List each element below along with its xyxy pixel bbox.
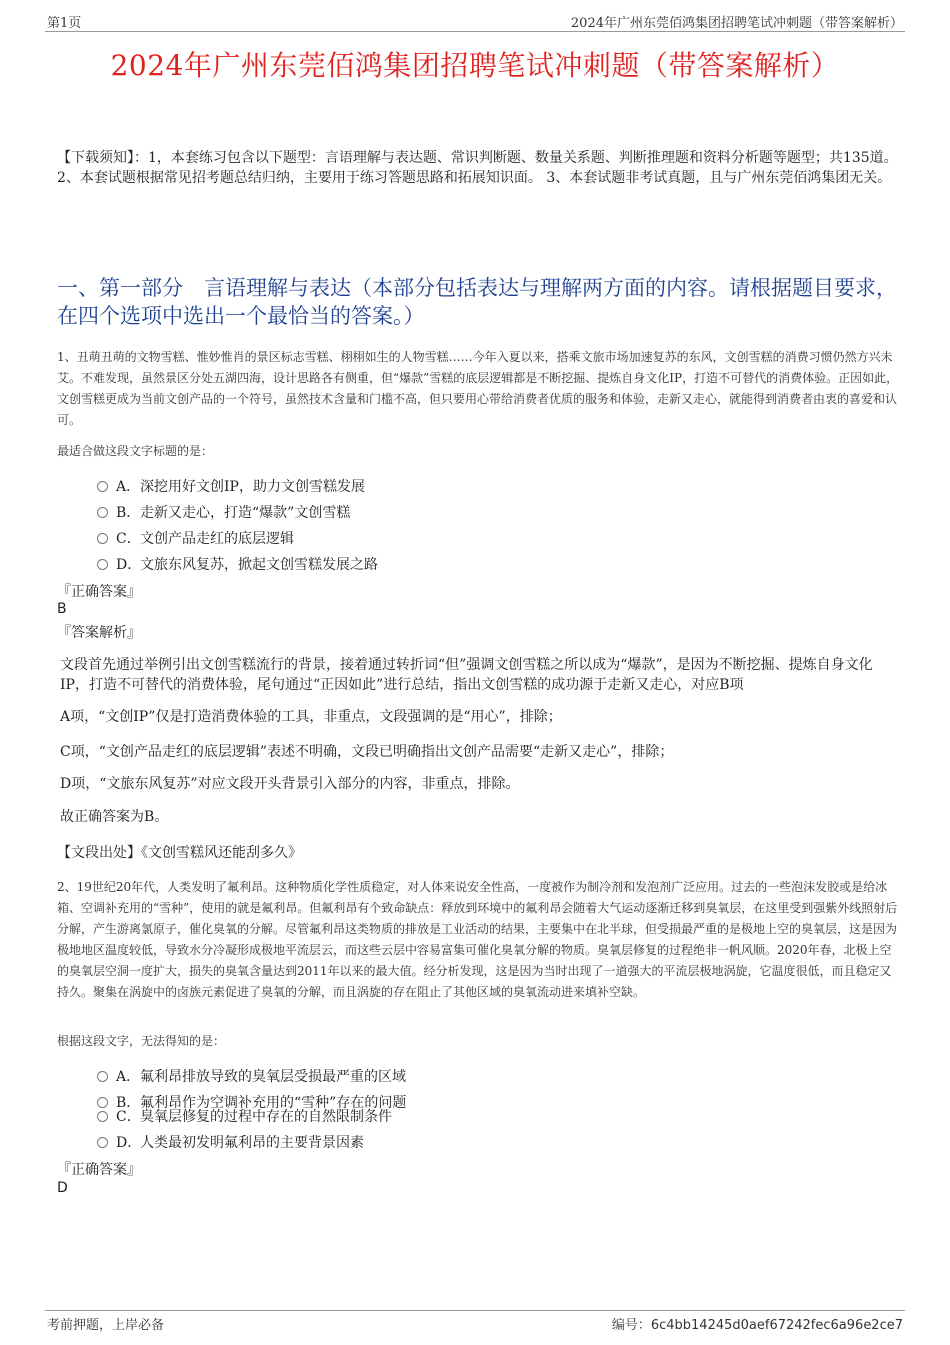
- question-1-option-a[interactable]: [97, 476, 365, 496]
- option-letter: C．: [116, 531, 141, 547]
- question-1-source: 【文段出处】《文创雪糕风还能刮多久》: [57, 845, 302, 861]
- radio-icon[interactable]: [97, 533, 108, 544]
- analysis-paragraph: 文段首先通过举例引出文创雪糕流行的背景，接着通过转折词“但”强调文创雪糕之所以成为“爆款”，是因为不断挖掘、提炼自身文化IP，打造不可替代的消费体验，尾句通过“正因如此”进行总结，指出文创雪糕的成功源于走新又走心，对应B项: [60, 657, 873, 693]
- footer-slogan: 考前押题，上岸必备: [47, 1318, 165, 1333]
- analysis-paragraph: D项，“文旅东风复苏”对应文段开头背景引入部分的内容，非重点，排除。: [60, 776, 520, 792]
- option-text: 深挖用好文创IP，助力文创雪糕发展: [140, 479, 365, 495]
- question-1-passage: 1、丑萌丑萌的文物雪糕、惟妙惟肖的景区标志雪糕、栩栩如生的人物雪糕……今年入夏以来，搭乘文旅市场加速复苏的东风，文创雪糕的消费习惯仍然方兴未艾。不难发现，虽然景区分处五湖四海，设计思路各有侧重，但“爆款”雪糕的底层逻辑都是不断挖掘、提炼自身文化IP，打造不可替代的消费体验。正因如此，文创雪糕更成为当前文创产品的一个符号，虽然技术含量和门槛不高，但只要用心带给消费者优质的服务和体验，走新又走心，就能得到消费者由衷的喜爱和认可。: [57, 350, 899, 427]
- footer-code-value: 6c4bb14245d0aef67242fec6a96e2ce7: [650, 1318, 903, 1333]
- question-1-option-b[interactable]: [97, 502, 350, 522]
- running-header-title: 2024年广州东莞佰鸿集团招聘笔试冲刺题（带答案解析）: [570, 16, 903, 31]
- question-2-prompt: 根据这段文字，无法得知的是：: [57, 1034, 226, 1048]
- question-2-option-d[interactable]: [97, 1132, 364, 1152]
- option-text: 文旅东风复苏，掀起文创雪糕发展之路: [140, 557, 378, 573]
- option-text: 人类最初发明氟利昂的主要背景因素: [140, 1135, 364, 1151]
- option-text: 臭氧层修复的过程中存在的自然限制条件: [140, 1109, 392, 1125]
- question-1-prompt: 最适合做这段文字标题的是：: [57, 444, 214, 458]
- analysis-paragraph: C项，“文创产品走红的底层逻辑”表述不明确，文段已明确指出文创产品需要“走新又走心”，排除；: [60, 744, 674, 760]
- option-letter: C．: [116, 1109, 141, 1125]
- question-2-answer: D: [57, 1180, 68, 1196]
- radio-icon[interactable]: [97, 507, 108, 518]
- analysis-paragraph: 故正确答案为B。: [60, 809, 169, 825]
- question-1-analysis-label: 『答案解析』: [57, 625, 141, 641]
- footer-code-label: 编号：: [611, 1318, 651, 1333]
- radio-icon[interactable]: [97, 1071, 108, 1082]
- option-letter: A．: [116, 1069, 141, 1085]
- page-number: 第1页: [47, 16, 82, 31]
- option-letter: D．: [116, 1135, 142, 1151]
- option-text: 文创产品走红的底层逻辑: [140, 531, 294, 547]
- option-text: 氟利昂排放导致的臭氧层受损最严重的区域: [140, 1069, 406, 1085]
- radio-icon[interactable]: [97, 1137, 108, 1148]
- radio-icon[interactable]: [97, 1111, 108, 1122]
- question-2-option-c[interactable]: [97, 1106, 392, 1126]
- section-heading: 一、第一部分 言语理解与表达（本部分包括表达与理解两方面的内容。请根据题目要求，在四个选项中选出一个最恰当的答案。）: [57, 276, 897, 328]
- document-title: 2024年广州东莞佰鸿集团招聘笔试冲刺题（带答案解析）: [110, 49, 840, 82]
- question-1-answer-label: 『正确答案』: [57, 584, 141, 600]
- question-2-passage: 2、19世纪20年代，人类发明了氟利昂。这种物质化学性质稳定，对人体来说安全性高，一度被作为制冷剂和发泡剂广泛应用。过去的一些泡沫发胶或是给冰箱、空调补充用的“雪种”，使用的就是氟利昂。但氟利昂有个致命缺点：释放到环境中的氟利昂会随着大气运动逐渐迁移到臭氧层，在这里受到强紫外线照射后分解，产生游离氯原子，催化臭氧的分解。尽管氟利昂这类物质的排放是工业活动的结果，主要集中在北半球，但受损最严重的是极地上空的臭氧层，这是因为极地地区温度较低，导致水分冷凝形成极地平流层云，而这些云层中容易富集可催化臭氧分解的物质。臭氧层修复的过程绝非一帆风顺。2020年春，北极上空的臭氧层空洞一度扩大，损失的臭氧含量达到2011年以来的最大值。经分析发现，这是因为当时出现了一道强大的平流层极地涡旋，它温度很低，而且稳定又持久。聚集在涡旋中的卤族元素促进了臭氧的分解，而且涡旋的存在阻止了其他区域的臭氧流动进来填补空缺。: [57, 880, 898, 999]
- question-1-answer: B: [57, 601, 67, 617]
- header-divider: [45, 31, 905, 32]
- analysis-paragraph: A项，“文创IP”仅是打造消费体验的工具，非重点，文段强调的是“用心”，排除；: [60, 709, 562, 725]
- option-text: 走新又走心，打造“爆款”文创雪糕: [140, 505, 351, 521]
- download-notice: 【下载须知】：1，本套练习包含以下题型：言语理解与表达题、常识判断题、数量关系题、判断推理题和资料分析题等题型；共135道。 2、本套试题根据常见招考题总结归纳，主要用于练习答题思路和拓展知识面。 3、本套试题非考试真题，且与广州东莞佰鸿集团无关。: [57, 150, 898, 186]
- option-letter: D．: [116, 557, 142, 573]
- question-1-option-d[interactable]: [97, 554, 378, 574]
- option-letter: B．: [116, 505, 141, 521]
- option-letter: B．: [116, 1095, 141, 1111]
- footer-code: [612, 1314, 903, 1333]
- radio-icon[interactable]: [97, 481, 108, 492]
- question-1-option-c[interactable]: [97, 528, 294, 548]
- option-letter: A．: [116, 479, 141, 495]
- option-text: 氟利昂作为空调补充用的“雪种”存在的问题: [140, 1095, 407, 1111]
- radio-icon[interactable]: [97, 559, 108, 570]
- question-2-answer-label: 『正确答案』: [57, 1162, 141, 1178]
- footer-divider: [45, 1310, 905, 1311]
- question-2-option-a[interactable]: [97, 1066, 406, 1086]
